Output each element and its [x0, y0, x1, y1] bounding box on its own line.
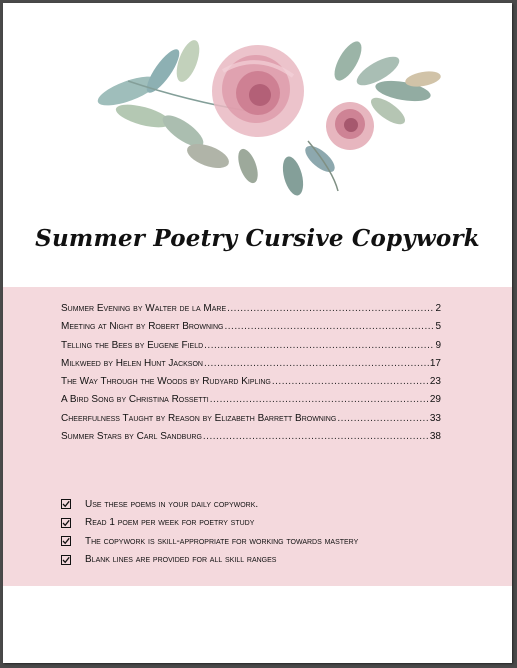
toc-entry[interactable] — [61, 431, 441, 449]
note-item — [61, 551, 481, 570]
note-item — [61, 532, 481, 551]
toc-leader-dots — [272, 376, 429, 387]
toc-page-number: 5 — [435, 321, 441, 333]
note-item — [61, 495, 481, 514]
toc-page-number: 38 — [429, 431, 441, 443]
document-page — [3, 3, 512, 663]
toc-entry[interactable] — [61, 376, 441, 394]
toc-entry-title: A Bird Song by Christina Rossetti — [61, 394, 209, 406]
toc-page-number: 33 — [429, 412, 441, 424]
toc-leader-dots — [210, 394, 429, 405]
toc-leader-dots — [224, 321, 434, 332]
toc-page-number: 17 — [429, 357, 441, 369]
note-text: Use these poems in your daily copywork. — [85, 498, 259, 510]
toc-page-number: 2 — [435, 303, 441, 314]
note-text: Blank lines are provided for all skill ranges — [85, 554, 277, 566]
watercolor-rose-icon — [88, 31, 448, 211]
toc-entry[interactable] — [61, 303, 441, 321]
toc-entry[interactable] — [61, 340, 441, 358]
toc-page-number: 23 — [429, 376, 441, 388]
toc-entry[interactable] — [61, 321, 441, 339]
notes-list — [61, 495, 481, 569]
document-title: Summer Poetry Cursive Copywork — [35, 225, 480, 252]
note-text: The copywork is skill-appropriate for working towards mastery — [85, 535, 359, 547]
note-text: Read 1 poem per week for poetry study — [85, 517, 255, 529]
toc-leader-dots — [203, 431, 429, 442]
toc-entry-title: The Way Through the Woods by Rudyard Kipling — [61, 376, 271, 388]
toc-page-number: 9 — [435, 339, 441, 351]
toc-entry-title: Summer Evening by Walter de la Mare — [61, 303, 227, 314]
toc-leader-dots — [227, 303, 434, 314]
toc-entry-title: Telling the Bees by Eugene Field — [61, 339, 204, 351]
toc-leader-dots — [337, 413, 429, 424]
toc-leader-dots — [204, 340, 434, 351]
toc-entry-title: Milkweed by Helen Hunt Jackson — [61, 357, 203, 369]
table-of-contents — [61, 303, 441, 449]
toc-entry-title: Cheerfulness Taught by Reason by Elizabeth Barrett Browning — [61, 412, 337, 424]
checkbox-checked-icon — [61, 499, 71, 509]
checkbox-checked-icon — [61, 518, 71, 528]
toc-page-number: 29 — [429, 394, 441, 406]
toc-entry[interactable] — [61, 394, 441, 412]
toc-entry[interactable] — [61, 413, 441, 431]
checkbox-checked-icon — [61, 536, 71, 546]
checkbox-checked-icon — [61, 555, 71, 565]
contents-band — [3, 287, 512, 586]
note-item — [61, 514, 481, 533]
toc-leader-dots — [204, 358, 429, 369]
toc-entry-title: Summer Stars by Carl Sandburg — [61, 431, 202, 443]
toc-entry-title: Meeting at Night by Robert Browning — [61, 321, 224, 333]
toc-entry[interactable] — [61, 358, 441, 376]
